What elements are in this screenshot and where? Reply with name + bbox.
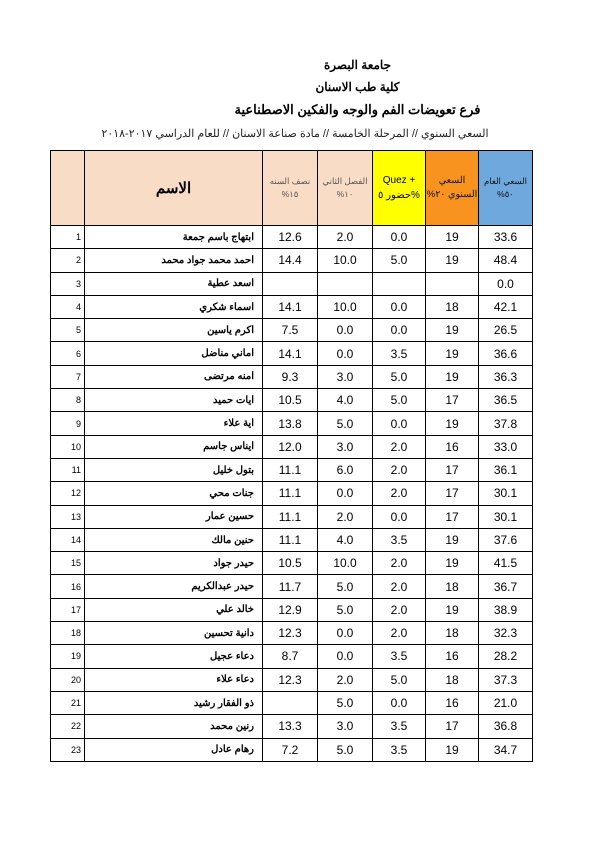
general-effort-grade: 30.1 <box>479 482 533 505</box>
annual-effort-grade: 19 <box>426 552 479 575</box>
student-name: حيدر عبدالكريم <box>85 575 263 598</box>
college-title: كلية طب الاسنان <box>315 80 400 94</box>
row-index: 18 <box>51 622 85 645</box>
general-effort-grade: 21.0 <box>479 691 533 714</box>
second-term-grade: 6.0 <box>318 458 373 481</box>
table-row <box>51 435 533 458</box>
general-effort-grade: 36.6 <box>479 342 533 365</box>
mid-year-grade: 8.7 <box>263 645 318 668</box>
row-index: 4 <box>51 295 85 318</box>
general-effort-grade: 28.2 <box>479 645 533 668</box>
quiz-attendance-grade: 0.0 <box>373 226 426 249</box>
mid-year-grade: 11.7 <box>263 575 318 598</box>
student-name: ايناس جاسم <box>85 435 263 458</box>
mid-year-grade: 11.1 <box>263 528 318 551</box>
annual-effort-grade: 19 <box>426 249 479 272</box>
document-subtitle: السعي السنوي // المرحلة الخامسة // مادة صناعة الاسنان // للعام الدراسي ٢٠١٧-٢٠١٨ <box>101 128 489 140</box>
mid-year-grade: 13.8 <box>263 412 318 435</box>
quiz-attendance-grade: 5.0 <box>373 668 426 691</box>
second-term-grade: 2.0 <box>318 226 373 249</box>
general-effort-grade: 42.1 <box>479 295 533 318</box>
annual-effort-grade: 19 <box>426 412 479 435</box>
mid-year-grade: 7.2 <box>263 738 318 761</box>
mid-year-grade: 11.1 <box>263 505 318 528</box>
mid-year-grade: 12.0 <box>263 435 318 458</box>
general-effort-grade: 0.0 <box>479 272 533 295</box>
second-term-grade: 5.0 <box>318 575 373 598</box>
general-effort-grade: 32.3 <box>479 622 533 645</box>
annual-effort-grade: 19 <box>426 738 479 761</box>
header-mid-year-label: نصف السنه <box>269 176 311 186</box>
second-term-grade: 5.0 <box>318 598 373 621</box>
second-term-grade: 0.0 <box>318 482 373 505</box>
student-name: دعاء علاء <box>85 668 263 691</box>
second-term-grade: 0.0 <box>318 319 373 342</box>
annual-effort-grade: 16 <box>426 435 479 458</box>
quiz-attendance-grade: 2.0 <box>373 575 426 598</box>
student-name: بتول خليل <box>85 458 263 481</box>
header-quiz-label: Quez + <box>382 175 416 186</box>
second-term-grade: 2.0 <box>318 505 373 528</box>
annual-effort-grade: 19 <box>426 319 479 342</box>
second-term-grade: 0.0 <box>318 342 373 365</box>
row-index: 12 <box>51 482 85 505</box>
header-mid-year-weight: ١٥% <box>281 189 299 199</box>
row-index: 7 <box>51 365 85 388</box>
row-index: 9 <box>51 412 85 435</box>
row-index: 15 <box>51 552 85 575</box>
annual-effort-grade: 19 <box>426 365 479 388</box>
second-term-grade: 10.0 <box>318 295 373 318</box>
general-effort-grade: 48.4 <box>479 249 533 272</box>
annual-effort-grade: 17 <box>426 505 479 528</box>
student-name: حيدر جواد <box>85 552 263 575</box>
student-name: حنين مالك <box>85 528 263 551</box>
student-name: اكرم ياسين <box>85 319 263 342</box>
quiz-attendance-grade: 5.0 <box>373 249 426 272</box>
general-effort-grade: 41.5 <box>479 552 533 575</box>
row-index: 2 <box>51 249 85 272</box>
mid-year-grade <box>263 272 318 295</box>
table-row <box>51 715 533 738</box>
mid-year-grade: 10.5 <box>263 389 318 412</box>
second-term-grade: 3.0 <box>318 435 373 458</box>
table-row <box>51 505 533 528</box>
mid-year-grade: 9.3 <box>263 365 318 388</box>
annual-effort-grade: 17 <box>426 482 479 505</box>
quiz-attendance-grade: 0.0 <box>373 505 426 528</box>
row-index: 8 <box>51 389 85 412</box>
annual-effort-grade: 17 <box>426 458 479 481</box>
annual-effort-grade: 19 <box>426 342 479 365</box>
second-term-grade: 5.0 <box>318 691 373 714</box>
second-term-grade: 0.0 <box>318 645 373 668</box>
quiz-attendance-grade: 3.5 <box>373 342 426 365</box>
row-index: 10 <box>51 435 85 458</box>
student-name: رهام عادل <box>85 738 263 761</box>
general-effort-grade: 30.1 <box>479 505 533 528</box>
department-title: فرع تعويضات الفم والوجه والفكين الاصطناعية <box>234 102 481 117</box>
row-index: 22 <box>51 715 85 738</box>
general-effort-grade: 36.3 <box>479 365 533 388</box>
table-row <box>51 365 533 388</box>
quiz-attendance-grade: 2.0 <box>373 482 426 505</box>
quiz-attendance-grade: 3.5 <box>373 738 426 761</box>
header-annual-label: السعي <box>438 175 466 186</box>
student-name: احمد محمد جواد محمد <box>85 249 263 272</box>
student-name: ابتهاج باسم جمعة <box>85 226 263 249</box>
quiz-attendance-grade <box>373 272 426 295</box>
header-quiz-attendance <box>373 151 426 226</box>
quiz-attendance-grade: 3.5 <box>373 645 426 668</box>
annual-effort-grade: 17 <box>426 389 479 412</box>
table-row <box>51 738 533 761</box>
general-effort-grade: 37.3 <box>479 668 533 691</box>
second-term-grade: 5.0 <box>318 738 373 761</box>
quiz-attendance-grade: 2.0 <box>373 598 426 621</box>
quiz-attendance-grade: 5.0 <box>373 365 426 388</box>
second-term-grade: 5.0 <box>318 412 373 435</box>
grades-table <box>50 150 533 762</box>
annual-effort-grade: 19 <box>426 226 479 249</box>
annual-effort-grade <box>426 272 479 295</box>
row-index: 14 <box>51 528 85 551</box>
annual-effort-grade: 19 <box>426 598 479 621</box>
second-term-grade: 0.0 <box>318 622 373 645</box>
mid-year-grade: 14.1 <box>263 342 318 365</box>
row-index: 1 <box>51 226 85 249</box>
header-mid-year <box>263 151 318 226</box>
row-index: 11 <box>51 458 85 481</box>
student-name: اسعد عطية <box>85 272 263 295</box>
mid-year-grade <box>263 691 318 714</box>
second-term-grade <box>318 272 373 295</box>
table-row <box>51 249 533 272</box>
table-row <box>51 412 533 435</box>
quiz-attendance-grade: 2.0 <box>373 435 426 458</box>
table-row <box>51 552 533 575</box>
annual-effort-grade: 18 <box>426 295 479 318</box>
mid-year-grade: 14.1 <box>263 295 318 318</box>
general-effort-grade: 36.8 <box>479 715 533 738</box>
table-row <box>51 482 533 505</box>
general-effort-grade: 36.5 <box>479 389 533 412</box>
annual-effort-grade: 18 <box>426 668 479 691</box>
student-name: امنه مرتضى <box>85 365 263 388</box>
header-attendance-label: %حضور ٥ <box>378 190 420 201</box>
header-index <box>51 151 85 226</box>
table-row <box>51 575 533 598</box>
table-row <box>51 645 533 668</box>
table-row <box>51 319 533 342</box>
header-second-term-weight: ١٠% <box>336 189 354 199</box>
quiz-attendance-grade: 0.0 <box>373 319 426 342</box>
mid-year-grade: 10.5 <box>263 552 318 575</box>
annual-effort-grade: 16 <box>426 645 479 668</box>
mid-year-grade: 11.1 <box>263 482 318 505</box>
quiz-attendance-grade: 5.0 <box>373 389 426 412</box>
quiz-attendance-grade: 3.5 <box>373 528 426 551</box>
student-name: دعاء عجيل <box>85 645 263 668</box>
row-index: 20 <box>51 668 85 691</box>
table-row <box>51 598 533 621</box>
annual-effort-grade: 16 <box>426 691 479 714</box>
student-name: ايات حميد <box>85 389 263 412</box>
row-index: 6 <box>51 342 85 365</box>
student-name: اماني مناضل <box>85 342 263 365</box>
student-name: اية علاء <box>85 412 263 435</box>
row-index: 3 <box>51 272 85 295</box>
second-term-grade: 4.0 <box>318 389 373 412</box>
quiz-attendance-grade: 2.0 <box>373 458 426 481</box>
mid-year-grade: 11.1 <box>263 458 318 481</box>
row-index: 13 <box>51 505 85 528</box>
second-term-grade: 10.0 <box>318 552 373 575</box>
mid-year-grade: 12.3 <box>263 622 318 645</box>
general-effort-grade: 36.1 <box>479 458 533 481</box>
annual-effort-grade: 17 <box>426 715 479 738</box>
header-name: الاسم <box>85 151 263 226</box>
general-effort-grade: 36.7 <box>479 575 533 598</box>
general-effort-grade: 37.6 <box>479 528 533 551</box>
general-effort-grade: 37.8 <box>479 412 533 435</box>
annual-effort-grade: 18 <box>426 575 479 598</box>
student-name: دانية تحسين <box>85 622 263 645</box>
table-row <box>51 389 533 412</box>
general-effort-grade: 26.5 <box>479 319 533 342</box>
second-term-grade: 4.0 <box>318 528 373 551</box>
quiz-attendance-grade: 0.0 <box>373 691 426 714</box>
mid-year-grade: 12.6 <box>263 226 318 249</box>
mid-year-grade: 13.3 <box>263 715 318 738</box>
annual-effort-grade: 19 <box>426 528 479 551</box>
general-effort-grade: 34.7 <box>479 738 533 761</box>
header-annual-effort <box>426 151 479 226</box>
quiz-attendance-grade: 0.0 <box>373 412 426 435</box>
quiz-attendance-grade: 0.0 <box>373 295 426 318</box>
row-index: 23 <box>51 738 85 761</box>
header-general-effort <box>479 151 533 226</box>
row-index: 21 <box>51 691 85 714</box>
table-row <box>51 622 533 645</box>
table-row <box>51 668 533 691</box>
header-second-term-label: الفصل الثاني <box>322 176 368 186</box>
mid-year-grade: 7.5 <box>263 319 318 342</box>
second-term-grade: 2.0 <box>318 668 373 691</box>
row-index: 5 <box>51 319 85 342</box>
table-row <box>51 342 533 365</box>
general-effort-grade: 33.0 <box>479 435 533 458</box>
mid-year-grade: 12.9 <box>263 598 318 621</box>
second-term-grade: 3.0 <box>318 365 373 388</box>
header-second-term <box>318 151 373 226</box>
student-name: رنين محمد <box>85 715 263 738</box>
second-term-grade: 3.0 <box>318 715 373 738</box>
table-row <box>51 295 533 318</box>
header-annual-weight: السنوي ٢٠% <box>426 189 478 200</box>
second-term-grade: 10.0 <box>318 249 373 272</box>
student-name: ذو الفقار رشيد <box>85 691 263 714</box>
general-effort-grade: 33.6 <box>479 226 533 249</box>
table-row <box>51 691 533 714</box>
table-row <box>51 226 533 249</box>
header-general-label: السعي العام <box>484 176 527 186</box>
student-name: اسماء شكري <box>85 295 263 318</box>
quiz-attendance-grade: 3.5 <box>373 715 426 738</box>
table-row <box>51 528 533 551</box>
table-row <box>51 458 533 481</box>
quiz-attendance-grade: 2.0 <box>373 622 426 645</box>
student-name: جنات محي <box>85 482 263 505</box>
student-name: خالد علي <box>85 598 263 621</box>
table-row <box>51 272 533 295</box>
header-general-weight: ٥٠% <box>497 189 514 199</box>
mid-year-grade: 12.3 <box>263 668 318 691</box>
quiz-attendance-grade: 2.0 <box>373 552 426 575</box>
row-index: 19 <box>51 645 85 668</box>
table-header-row <box>51 151 533 226</box>
table-body <box>51 226 533 762</box>
row-index: 16 <box>51 575 85 598</box>
general-effort-grade: 38.9 <box>479 598 533 621</box>
student-name: حسين عمار <box>85 505 263 528</box>
university-title: جامعة البصرة <box>324 58 391 72</box>
annual-effort-grade: 18 <box>426 622 479 645</box>
row-index: 17 <box>51 598 85 621</box>
mid-year-grade: 14.4 <box>263 249 318 272</box>
